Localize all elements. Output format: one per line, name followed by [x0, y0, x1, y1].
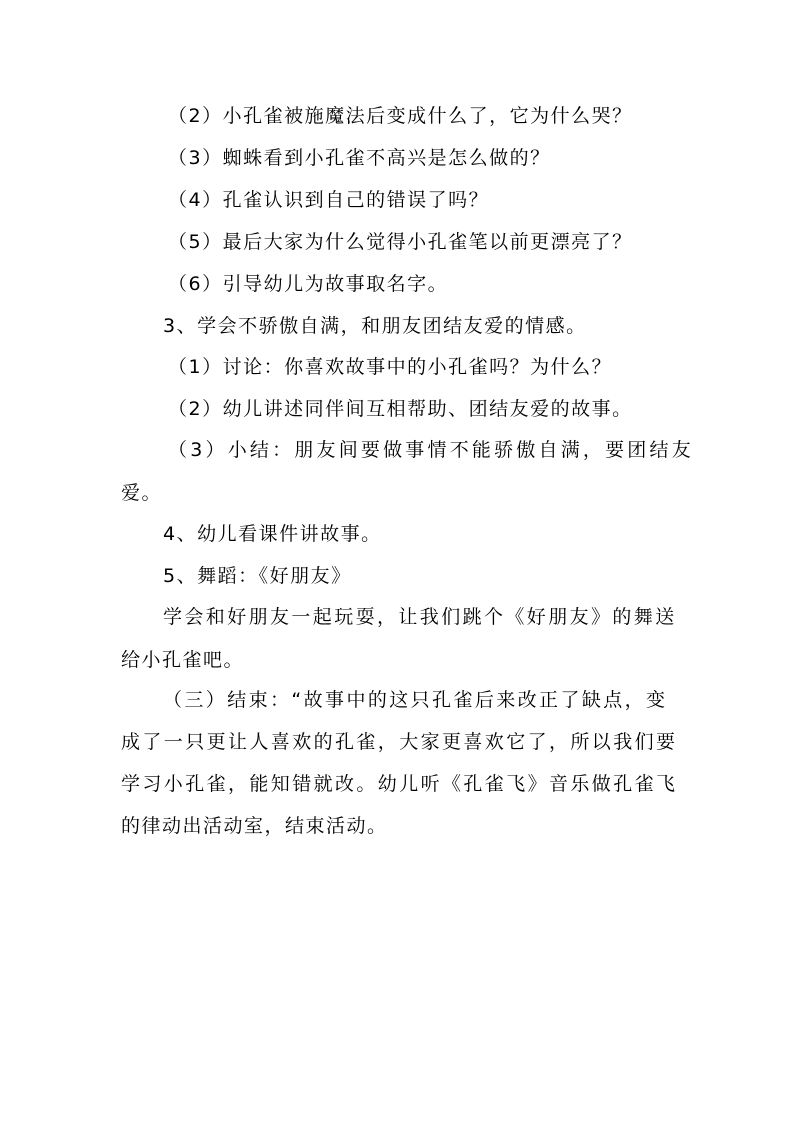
question-5: （5）最后大家为什么觉得小孔雀笔以前更漂亮了？: [168, 231, 633, 253]
question-3: （3）蜘蛛看到小孔雀不高兴是怎么做的？: [168, 147, 551, 169]
summary-item-3-cont: 爱。: [121, 482, 163, 504]
ending-paragraph-3: 学习小孔雀，能知错就改。幼儿听《孔雀飞》音乐做孔雀飞: [121, 773, 678, 795]
section-4-heading: 4、幼儿看课件讲故事。: [163, 523, 382, 545]
question-4: （4）孔雀认识到自己的错误了吗？: [168, 189, 490, 211]
discussion-item-2: （2）幼儿讲述同伴间互相帮助、团结友爱的故事。: [168, 398, 633, 420]
dance-paragraph: 学会和好朋友一起玩耍，让我们跳个《好朋友》的舞送: [163, 606, 677, 628]
discussion-item-1: （1）讨论：你喜欢故事中的小孔雀吗？为什么？: [168, 356, 613, 378]
section-5-heading: 5、舞蹈：《好朋友》: [163, 565, 352, 587]
question-6: （6）引导幼儿为故事取名字。: [168, 273, 449, 295]
summary-item-3: （3）小结：朋友间要做事情不能骄傲自满，要团结友: [168, 439, 694, 461]
dance-paragraph-cont: 给小孔雀吧。: [121, 649, 245, 671]
ending-paragraph-2: 成了一只更让人喜欢的孔雀，大家更喜欢它了，所以我们要: [121, 731, 678, 753]
question-2: （2）小孔雀被施魔法后变成什么了，它为什么哭？: [168, 105, 633, 127]
ending-paragraph: （三）结束：“故事中的这只孔雀后来改正了缺点，变: [163, 689, 668, 711]
ending-paragraph-4: 的律动出活动室，结束活动。: [121, 815, 388, 837]
section-3-heading: 3、学会不骄傲自满，和朋友团结友爱的情感。: [163, 315, 587, 337]
